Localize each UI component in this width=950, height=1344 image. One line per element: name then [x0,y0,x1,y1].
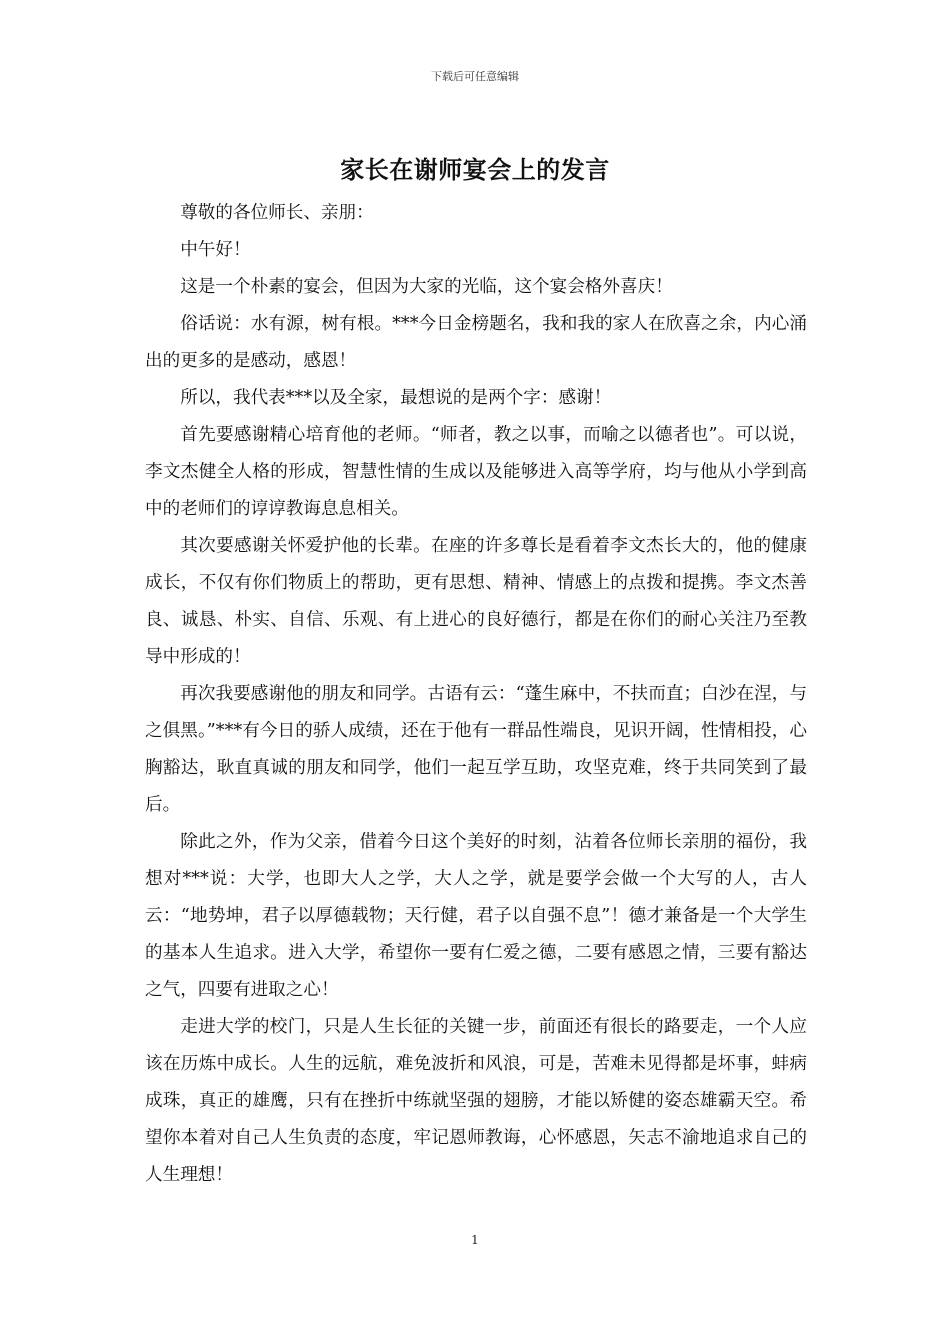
paragraph-greeting: 中午好！ [180,240,251,260]
paragraph-father-message: 除此之外，作为父亲，借着今日这个美好的时刻，沾着各位师长亲朋的福份，我想对***说：大学，也即大人之学，大人之学，就是要学会做一个大写的人，古人云：“地势坤，君子以厚德载物；天行健，君子以自强不息”！德才兼备是一个大学生的基本人生追求。进入大学，希望你一要有仁爱之德，二要有感恩之情，三要有豁达之气，四要有进取之心！ [145,832,807,1000]
document-title: 家长在谢师宴会上的发言 [340,155,610,184]
paragraph-teachers: 首先要感谢精心培育他的老师。“师者，教之以事，而喻之以德者也”。可以说，李文杰健全人格的形成，智慧性情的生成以及能够进入高等学府，均与他从小学到高中的老师们的谆谆教诲息息相关。 [145,425,807,519]
paragraph-thanks: 所以，我代表***以及全家，最想说的是两个字：感谢！ [180,388,612,408]
paragraph-friends: 再次我要感谢他的朋友和同学。古语有云：“蓬生麻中，不扶而直；白沙在涅，与之俱黑。”***有今日的骄人成绩，还在于他有一群品性端良，见识开阔，性情相投，心胸豁达，耿直真诚的朋友和同学，他们一起互学互助，攻坚克难，终于共同笑到了最后。 [145,684,807,815]
paragraph-closing: 走进大学的校门，只是人生长征的关键一步，前面还有很长的路要走，一个人应该在历炼中成长。人生的远航，难免波折和风浪，可是，苦难未见得都是坏事，蚌病成珠，真正的雄鹰，只有在挫折中练就坚强的翅膀，才能以矫健的姿态雄霸天空。希望你本着对自己人生负责的态度，牢记恩师教诲，心怀感恩，矢志不渝地追求自己的人生理想！ [145,1017,807,1185]
header-note: 下载后可任意编辑 [431,70,519,83]
paragraph-proverb: 俗话说：水有源，树有根。***今日金榜题名，我和我的家人在欣喜之余，内心涌出的更多的是感动，感恩！ [145,314,807,371]
paragraph-banquet: 这是一个朴素的宴会，但因为大家的光临，这个宴会格外喜庆！ [180,277,673,297]
paragraph-salutation: 尊敬的各位师长、亲朋： [180,203,374,223]
page-number: 1 [471,1233,479,1247]
document-body [145,195,807,1194]
paragraph-elders: 其次要感谢关怀爱护他的长辈。在座的许多尊长是看着李文杰长大的，他的健康成长，不仅有你们物质上的帮助，更有思想、精神、情感上的点拨和提携。李文杰善良、诚恳、朴实、自信、乐观、有上进心的良好德行，都是在你们的耐心关注乃至教导中形成的！ [145,536,807,667]
